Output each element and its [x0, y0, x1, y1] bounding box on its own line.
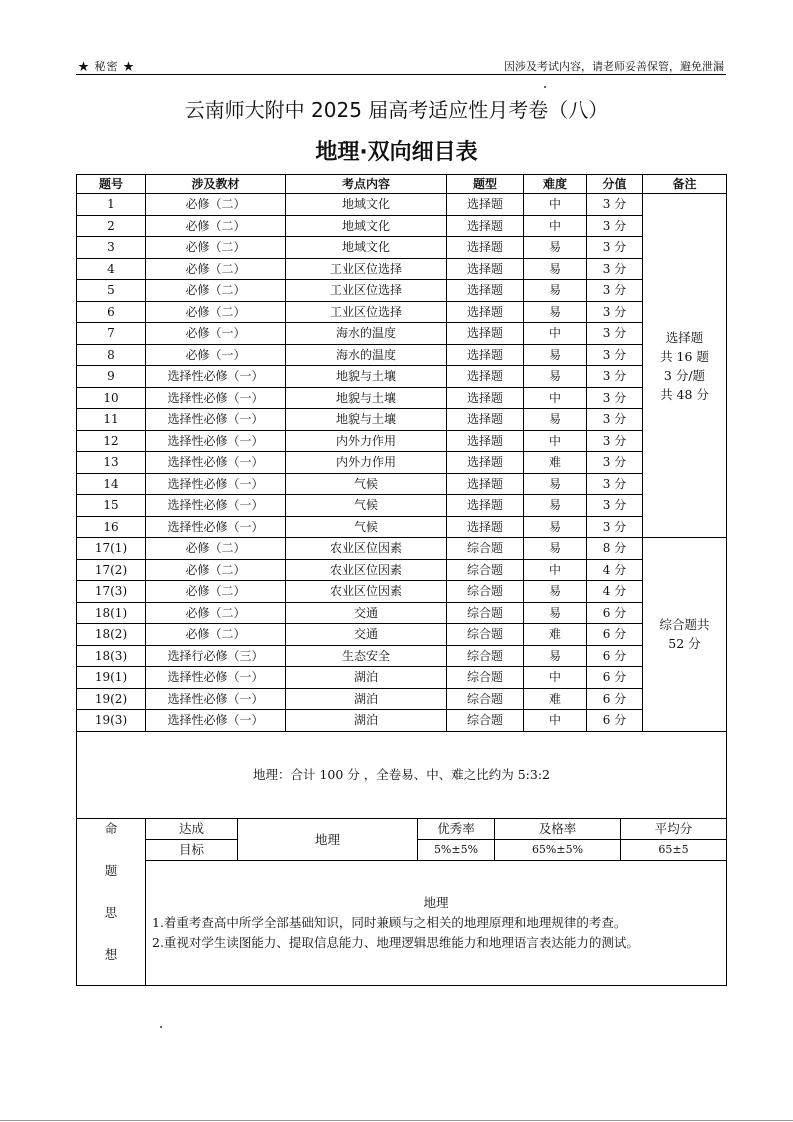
topic: 交通 — [286, 602, 447, 624]
table-row — [77, 430, 727, 452]
question-number: 7 — [77, 323, 146, 345]
textbook: 选择行必修（三） — [146, 645, 286, 667]
question-number: 17(1) — [77, 538, 146, 560]
table-row — [77, 409, 727, 431]
header-number: 题号 — [77, 175, 146, 194]
question-type: 选择题 — [447, 409, 524, 431]
textbook: 选择性必修（一） — [146, 430, 286, 452]
topic: 生态安全 — [286, 645, 447, 667]
question-type: 选择题 — [447, 323, 524, 345]
question-type: 综合题 — [447, 667, 524, 689]
table-row — [77, 473, 727, 495]
remark-line: 52 分 — [668, 636, 701, 652]
table-row — [77, 495, 727, 517]
question-number: 10 — [77, 387, 146, 409]
difficulty: 易 — [524, 538, 587, 560]
score: 3 分 — [587, 473, 643, 495]
question-number: 19(1) — [77, 667, 146, 689]
question-number: 15 — [77, 495, 146, 517]
remark-choice — [643, 194, 727, 538]
summary-row — [77, 731, 727, 818]
textbook: 必修（二） — [146, 258, 286, 280]
question-number: 6 — [77, 301, 146, 323]
score: 3 分 — [587, 194, 643, 216]
thought-title: 地理 — [423, 895, 449, 910]
page-bottom-edge — [0, 1120, 793, 1121]
question-number: 17(3) — [77, 581, 146, 603]
textbook: 必修（二） — [146, 559, 286, 581]
table-row — [77, 215, 727, 237]
question-type: 选择题 — [447, 301, 524, 323]
difficulty: 易 — [524, 409, 587, 431]
header-type: 题型 — [447, 175, 524, 194]
topic: 海水的温度 — [286, 323, 447, 345]
score: 3 分 — [587, 366, 643, 388]
topic: 气候 — [286, 473, 447, 495]
remark-line: 综合题共 — [659, 617, 710, 633]
side-label-char: 思 — [104, 905, 118, 920]
question-number: 1 — [77, 194, 146, 216]
topic: 气候 — [286, 495, 447, 517]
table-row — [77, 559, 727, 581]
textbook: 必修（二） — [146, 624, 286, 646]
header-divider — [76, 74, 726, 75]
difficulty: 难 — [524, 452, 587, 474]
spec-table — [76, 174, 727, 819]
header-difficulty: 难度 — [524, 175, 587, 194]
difficulty: 易 — [524, 237, 587, 259]
goals-table — [76, 818, 727, 986]
score: 6 分 — [587, 667, 643, 689]
score: 3 分 — [587, 280, 643, 302]
topic: 内外力作用 — [286, 430, 447, 452]
question-number: 5 — [77, 280, 146, 302]
topic: 工业区位选择 — [286, 280, 447, 302]
difficulty: 中 — [524, 323, 587, 345]
score-summary: 地理：合计 100 分 ，全卷易、中、难之比约为 5:3:2 — [77, 731, 727, 818]
topic: 地貌与土壤 — [286, 387, 447, 409]
score: 3 分 — [587, 301, 643, 323]
difficulty: 难 — [524, 688, 587, 710]
topic: 海水的温度 — [286, 344, 447, 366]
scan-dot — [544, 86, 546, 88]
excellent-value: 5%±5% — [418, 840, 495, 861]
question-number: 18(1) — [77, 602, 146, 624]
remark-line: 共 16 题 — [660, 348, 709, 364]
topic: 交通 — [286, 624, 447, 646]
topic: 工业区位选择 — [286, 258, 447, 280]
question-number: 9 — [77, 366, 146, 388]
textbook: 必修（二） — [146, 538, 286, 560]
difficulty: 易 — [524, 344, 587, 366]
score: 3 分 — [587, 344, 643, 366]
question-type: 选择题 — [447, 215, 524, 237]
question-type: 综合题 — [447, 645, 524, 667]
textbook: 选择性必修（一） — [146, 710, 286, 732]
remark-comprehensive — [643, 538, 727, 732]
question-number: 13 — [77, 452, 146, 474]
score: 4 分 — [587, 559, 643, 581]
excellent-label: 优秀率 — [418, 819, 495, 840]
question-number: 18(2) — [77, 624, 146, 646]
difficulty: 易 — [524, 280, 587, 302]
score: 8 分 — [587, 538, 643, 560]
question-type: 选择题 — [447, 452, 524, 474]
textbook: 必修（一） — [146, 344, 286, 366]
textbook: 选择性必修（一） — [146, 516, 286, 538]
textbook: 必修（二） — [146, 280, 286, 302]
textbook: 选择性必修（一） — [146, 473, 286, 495]
score: 6 分 — [587, 645, 643, 667]
difficulty: 易 — [524, 473, 587, 495]
score: 3 分 — [587, 323, 643, 345]
question-number: 12 — [77, 430, 146, 452]
textbook: 必修（二） — [146, 215, 286, 237]
topic: 农业区位因素 — [286, 559, 447, 581]
question-type: 选择题 — [447, 258, 524, 280]
table-row — [77, 237, 727, 259]
topic: 农业区位因素 — [286, 581, 447, 603]
question-type: 综合题 — [447, 624, 524, 646]
thought-line: 1.着重考查高中所学全部基础知识，同时兼顾与之相关的地理原理和地理规律的考查。 — [152, 915, 627, 930]
difficulty: 中 — [524, 430, 587, 452]
score: 3 分 — [587, 430, 643, 452]
confidential-mark: ★ 秘密 ★ — [78, 60, 135, 73]
table-row — [77, 645, 727, 667]
table-title: 地理·双向细目表 — [315, 140, 478, 165]
question-number: 16 — [77, 516, 146, 538]
score: 3 分 — [587, 387, 643, 409]
score: 6 分 — [587, 602, 643, 624]
topic: 湖泊 — [286, 667, 447, 689]
question-number: 8 — [77, 344, 146, 366]
table-row — [77, 323, 727, 345]
average-label: 平均分 — [621, 819, 727, 840]
question-number: 11 — [77, 409, 146, 431]
table-row — [77, 194, 727, 216]
target-label-top: 达成 — [146, 819, 238, 840]
topic: 地域文化 — [286, 237, 447, 259]
table-row — [77, 688, 727, 710]
topic: 湖泊 — [286, 688, 447, 710]
confidential-notice: 因涉及考试内容，请老师妥善保管，避免泄漏 — [504, 60, 724, 73]
target-label-bottom: 目标 — [146, 840, 238, 861]
table-row — [77, 452, 727, 474]
table-row — [77, 710, 727, 732]
textbook: 必修（二） — [146, 194, 286, 216]
difficulty: 易 — [524, 301, 587, 323]
difficulty: 易 — [524, 602, 587, 624]
difficulty: 易 — [524, 645, 587, 667]
side-label-char: 题 — [104, 863, 118, 878]
remark-line: 选择题 — [665, 329, 704, 345]
header-topic: 考点内容 — [286, 175, 447, 194]
question-type: 选择题 — [447, 516, 524, 538]
score: 3 分 — [587, 495, 643, 517]
score: 6 分 — [587, 710, 643, 732]
score: 3 分 — [587, 237, 643, 259]
difficulty: 中 — [524, 215, 587, 237]
difficulty: 易 — [524, 516, 587, 538]
difficulty: 易 — [524, 366, 587, 388]
goal-subject: 地理 — [238, 819, 418, 861]
difficulty: 中 — [524, 710, 587, 732]
question-type: 选择题 — [447, 280, 524, 302]
difficulty: 中 — [524, 559, 587, 581]
topic: 农业区位因素 — [286, 538, 447, 560]
textbook: 选择性必修（一） — [146, 387, 286, 409]
page-header — [76, 57, 726, 73]
textbook: 必修（二） — [146, 301, 286, 323]
question-number: 3 — [77, 237, 146, 259]
table-row — [77, 667, 727, 689]
textbook: 必修（二） — [146, 237, 286, 259]
side-label-char: 命 — [104, 821, 118, 836]
question-number: 17(2) — [77, 559, 146, 581]
pass-value: 65%±5% — [495, 840, 621, 861]
table-row — [77, 624, 727, 646]
textbook: 必修（二） — [146, 602, 286, 624]
question-type: 综合题 — [447, 688, 524, 710]
table-header-row — [77, 175, 727, 194]
question-number: 14 — [77, 473, 146, 495]
topic: 工业区位选择 — [286, 301, 447, 323]
question-type: 综合题 — [447, 538, 524, 560]
textbook: 选择性必修（一） — [146, 366, 286, 388]
table-row — [77, 301, 727, 323]
question-type: 综合题 — [447, 581, 524, 603]
textbook: 选择性必修（一） — [146, 452, 286, 474]
score: 3 分 — [587, 452, 643, 474]
difficulty: 难 — [524, 624, 587, 646]
question-number: 2 — [77, 215, 146, 237]
table-row — [77, 538, 727, 560]
textbook: 必修（一） — [146, 323, 286, 345]
score: 3 分 — [587, 258, 643, 280]
textbook: 选择性必修（一） — [146, 688, 286, 710]
question-type: 综合题 — [447, 559, 524, 581]
question-number: 18(3) — [77, 645, 146, 667]
question-number: 4 — [77, 258, 146, 280]
score: 6 分 — [587, 624, 643, 646]
question-type: 选择题 — [447, 237, 524, 259]
pass-label: 及格率 — [495, 819, 621, 840]
scan-dot — [160, 1026, 162, 1028]
remark-line: 3 分/题 — [663, 367, 706, 383]
topic: 内外力作用 — [286, 452, 447, 474]
question-number: 19(3) — [77, 710, 146, 732]
difficulty: 易 — [524, 258, 587, 280]
difficulty: 中 — [524, 667, 587, 689]
textbook: 选择性必修（一） — [146, 409, 286, 431]
topic: 地貌与土壤 — [286, 409, 447, 431]
header-score: 分值 — [587, 175, 643, 194]
question-type: 选择题 — [447, 430, 524, 452]
question-type: 综合题 — [447, 710, 524, 732]
header-textbook: 涉及教材 — [146, 175, 286, 194]
difficulty: 易 — [524, 495, 587, 517]
side-label-cell — [77, 819, 146, 986]
textbook: 选择性必修（一） — [146, 495, 286, 517]
table-row — [77, 280, 727, 302]
topic: 地域文化 — [286, 215, 447, 237]
topic: 地域文化 — [286, 194, 447, 216]
average-value: 65±5 — [621, 840, 727, 861]
question-type: 选择题 — [447, 473, 524, 495]
topic: 湖泊 — [286, 710, 447, 732]
score: 3 分 — [587, 215, 643, 237]
exam-title: 云南师大附中 2025 届高考适应性月考卷（八） — [184, 98, 609, 122]
remark-line: 共 48 分 — [660, 386, 709, 402]
topic: 地貌与土壤 — [286, 366, 447, 388]
score: 4 分 — [587, 581, 643, 603]
difficulty: 易 — [524, 581, 587, 603]
question-type: 综合题 — [447, 602, 524, 624]
question-number: 19(2) — [77, 688, 146, 710]
table-row — [77, 387, 727, 409]
score: 6 分 — [587, 688, 643, 710]
table-row — [77, 602, 727, 624]
difficulty: 中 — [524, 387, 587, 409]
table-row — [77, 366, 727, 388]
header-remark: 备注 — [643, 175, 727, 194]
score: 3 分 — [587, 516, 643, 538]
question-type: 选择题 — [447, 495, 524, 517]
difficulty: 中 — [524, 194, 587, 216]
question-type: 选择题 — [447, 387, 524, 409]
table-row — [77, 258, 727, 280]
design-thought-cell — [146, 861, 727, 986]
topic: 气候 — [286, 516, 447, 538]
textbook: 必修（二） — [146, 581, 286, 603]
side-label-char: 想 — [104, 947, 118, 962]
question-type: 选择题 — [447, 344, 524, 366]
table-row — [77, 516, 727, 538]
score: 3 分 — [587, 409, 643, 431]
table-row — [77, 581, 727, 603]
thought-line: 2.重视对学生读图能力、提取信息能力、地理逻辑思维能力和地理语言表达能力的测试。 — [152, 935, 639, 950]
question-type: 选择题 — [447, 366, 524, 388]
question-type: 选择题 — [447, 194, 524, 216]
table-row — [77, 344, 727, 366]
textbook: 选择性必修（一） — [146, 667, 286, 689]
